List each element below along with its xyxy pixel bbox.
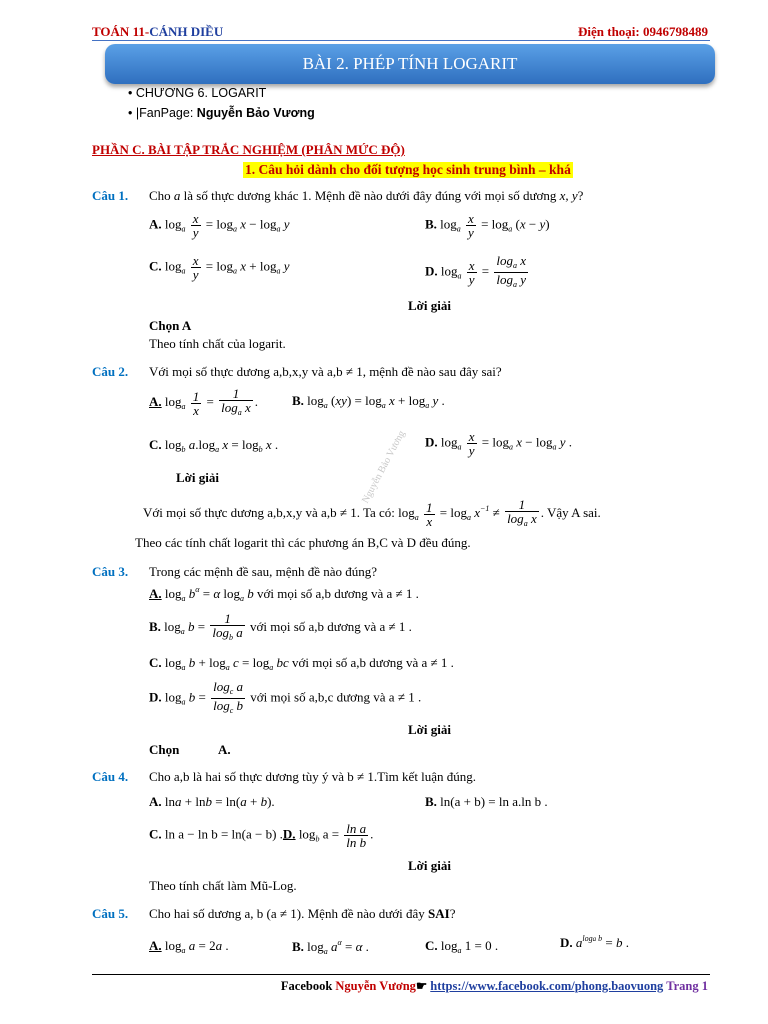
- footer: Facebook Nguyễn Vương☛ https://www.facebook.com/phong.baovuong Trang 1: [280, 979, 708, 993]
- question-5-text: Cho hai số dương a, b (a ≠ 1). Mệnh đề nào dưới đây SAI?: [149, 906, 456, 921]
- header-divider: [92, 40, 710, 41]
- header-phone: Điện thoại: 0946798489: [578, 24, 708, 39]
- q5-option-a: A. $\log_a a = 2a$ .: [149, 938, 229, 955]
- q3-choice-answer: A.: [218, 742, 231, 757]
- question-2-text: Với mọi số thực dương a,b,x,y và a,b ≠ 1, mệnh đề nào sau đây sai?: [149, 364, 502, 379]
- q2-option-a: A. $\log_a$ $\frac{1}{x}$ = $\frac{1}{\log_a x}$ .: [149, 386, 259, 418]
- question-1-text: Cho a là số thực dương khác 1. Mệnh đề nào dưới đây đúng với mọi số dương x, y?: [149, 188, 584, 203]
- q4-solution-label: Lời giải: [408, 858, 451, 873]
- q4-option-b: B. ln(a + b) = ln a.ln b .: [425, 794, 548, 809]
- q2-solution-label: Lời giải: [176, 470, 219, 485]
- q5-option-b: B. $\log_a a^\alpha = \alpha$ .: [292, 938, 369, 956]
- q4-explanation: Theo tính chất làm Mũ-Log.: [149, 878, 297, 893]
- q5-option-c: C. $\log_a 1 = 0$ .: [425, 938, 499, 955]
- q2-option-d: D. $\log_a$ $\frac{x}{y}$ = $\log_a x - \log_a y$ .: [425, 429, 573, 458]
- facebook-link[interactable]: https://www.facebook.com/phong.baovuong: [430, 979, 664, 993]
- q1-option-b: B. $\log_a$ $\frac{x}{y}$ = $\log_a (x - y)$: [425, 211, 550, 240]
- q3-option-c: C. $\log_a b + \log_a c = \log_a$ bc với mọi số a,b dương và a ≠ 1 .: [149, 655, 454, 672]
- q1-option-c: C. $\log_a$ $\frac{x}{y}$ = $\log_a x + \log_a y$: [149, 253, 290, 282]
- question-4-text: Cho a,b là hai số thực dương tùy ý và b ≠ 1.Tìm kết luận đúng.: [149, 769, 477, 784]
- bullet-fanpage: • |FanPage: Nguyễn Bảo Vương: [128, 106, 315, 120]
- bullet-chapter: • CHƯƠNG 6. LOGARIT: [128, 86, 267, 100]
- lesson-title-banner: BÀI 2. PHÉP TÍNH LOGARIT: [105, 44, 715, 84]
- q1-option-d: D. $\log_a$ $\frac{x}{y}$ = $\frac{\log_a x}{\log_a y}$: [425, 253, 527, 289]
- header-left: TOÁN 11-CÁNH DIỀU: [92, 24, 224, 39]
- q3-option-b: B. $\log_a b$ = $\frac{1}{\log_b a}$ với mọi số a,b dương và a ≠ 1 .: [149, 611, 412, 642]
- q1-option-a: A. $\log_a$ $\frac{x}{y}$ = $\log_a x - \log_a y$: [149, 211, 290, 240]
- q2-option-b: B. $\log_a (xy) = \log_a x + \log_a y$ .: [292, 393, 445, 410]
- question-4-number: Câu 4.: [92, 769, 129, 784]
- q3-solution-label: Lời giải: [408, 722, 451, 737]
- question-1-number: Câu 1.: [92, 188, 129, 203]
- q4-option-a: A. lna + lnb = ln(a + b).: [149, 794, 275, 809]
- q2-option-c: C. $\log_b a.\log_a$ $x = \log_b x$ .: [149, 437, 279, 454]
- watermark: Nguyễn Bảo Vương: [360, 428, 408, 506]
- section-heading: 1. Câu hỏi dành cho đối tượng học sinh trung bình – khá: [245, 162, 571, 177]
- q1-explanation: Theo tính chất của logarit.: [149, 336, 286, 351]
- q3-option-d: D. $\log_a b$ = $\frac{\log_c a}{\log_c b}$ với mọi số a,b,c dương và a ≠ 1 .: [149, 679, 422, 715]
- question-3-number: Câu 3.: [92, 564, 129, 579]
- question-3-text: Trong các mệnh đề sau, mệnh đề nào đúng?: [149, 564, 378, 579]
- q3-choice: Chọn: [149, 742, 180, 757]
- question-5-number: Câu 5.: [92, 906, 129, 921]
- q3-option-a: A. $\log_a b^\alpha = \alpha$ $\log_a b$ với mọi số a,b dương và a ≠ 1 .: [149, 585, 419, 603]
- q5-option-d: D. $a^{loga b} = b$ .: [560, 934, 629, 950]
- q2-explanation: Theo các tính chất logarit thì các phương án B,C và D đều đúng.: [135, 535, 471, 550]
- question-2-number: Câu 2.: [92, 364, 129, 379]
- q1-choice: Chọn A: [149, 318, 192, 333]
- q1-solution-label: Lời giải: [408, 298, 451, 313]
- q4-option-c-d: C. ln a − ln b = ln(a − b) .D. $\log_b a$ = $\frac{\text{ln a}}{\text{ln b}}$ .: [149, 821, 374, 850]
- part-heading: PHẦN C. BÀI TẬP TRẮC NGHIỆM (PHÂN MỨC ĐỘ): [92, 142, 405, 157]
- q2-solution: Với mọi số thực dương a,b,x,y và a,b ≠ 1. Ta có: $\log_a$ $\frac{1}{x}$ = $\log_a x^{-1}$ ≠ $\frac{1}{\log_a x}$ . Vậy A sai.: [143, 497, 601, 529]
- footer-divider: [92, 974, 710, 975]
